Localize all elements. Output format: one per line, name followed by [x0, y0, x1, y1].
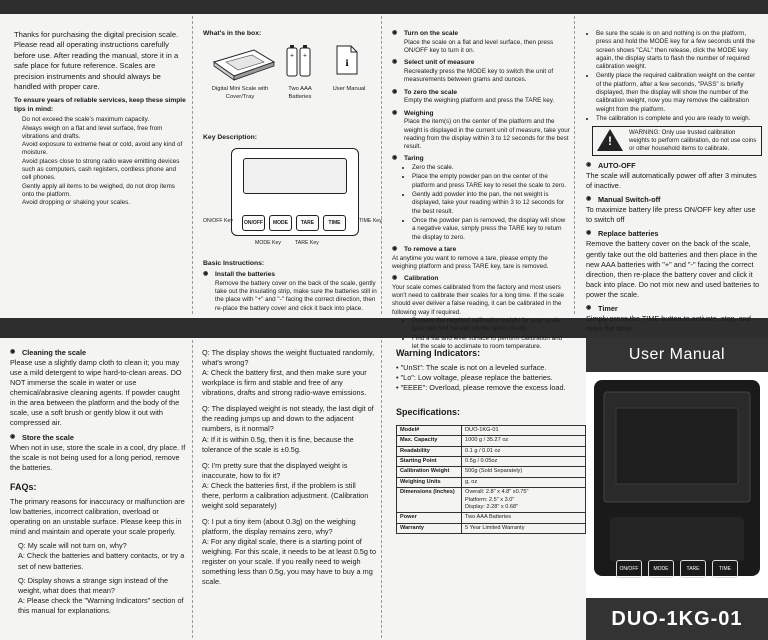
batteries-icon: [285, 44, 313, 78]
calibration-step: • Gently place the required calibration weight on the center of the platform, after a few seconds, "PASS" is briefly displayed, then the display will show the number of the calibration weight, now you may remove the calibration weight from the platform.: [596, 72, 762, 113]
install-title: ◉ Install the batteries: [203, 271, 377, 280]
spec-value: 500g (Sold Separately): [462, 467, 586, 477]
store-text: When not in use, store the scale in a cool, dry place. If the scale is not being used for a long period, remove the batteries.: [10, 442, 186, 472]
cover-title: User Manual: [628, 346, 726, 363]
cover-scale-image: [586, 372, 768, 592]
spec-value: 1000 g / 35.27 oz: [462, 436, 586, 446]
op-text: Place the item(s) on the center of the platform and the weight is displayed in the current unit of measure, take your reading from the display within 3 to 12 seconds for the best result.: [404, 118, 570, 151]
manual-off-title: ◉ Manual Switch-off: [586, 195, 762, 205]
faq-answer: A: Check the batteries first, if the problem is still there, perform a calibration adjustment. (Calibration weight sold separately): [202, 480, 369, 510]
box-title: What's in the box:: [203, 30, 262, 37]
fold-line: [381, 340, 382, 638]
op-title: ◉ To zero the scale: [392, 89, 570, 98]
auto-off-title: ◉ AUTO-OFF: [586, 161, 762, 171]
onoff-key-label: ON/OFF Key: [203, 218, 233, 224]
spec-label: Warranty: [397, 523, 462, 533]
fold-line: [192, 16, 193, 314]
calibration-step: • Find a flat and level surface to perform calibration and let the scale to acclimate to room temperature.: [412, 335, 570, 352]
box-panel: [203, 30, 382, 315]
faqs-title: FAQs:: [10, 481, 37, 492]
cover-model: DUO-1KG-01: [611, 607, 743, 630]
mode-key: MODE: [269, 215, 292, 231]
spec-label: Dimensions (Inches): [397, 488, 462, 513]
faq-answer: A: If it is within 0.5g, then it is fine, because the tolerance of the scale is ±0.5g.: [202, 434, 354, 454]
spec-label: Weighing Units: [397, 477, 462, 487]
auto-off-text: The scale will automatically power off after 3 minutes of inactive.: [586, 171, 757, 191]
faq-question: Q: Display shows a strange sign instead of the weight, what does that mean?: [18, 575, 169, 595]
cleaning-title: ◉ Cleaning the scale: [10, 348, 186, 358]
box-item-scale: Digital Mini Scale with Cover/Tray: [211, 86, 269, 100]
spec-row: [397, 513, 586, 523]
tip-item: Avoid places close to strong radio wave emitting devices such as computers, cash registers, cordless phone and cell phones.: [22, 157, 180, 182]
calibration-step: • Be sure the scale is on and nothing is on the platform, press and hold the MODE key for a few seconds until the screen shows "CAL" then release, click the MODE key again, the display starts to flash the number of required calibration weight.: [596, 30, 762, 71]
spec-value: Two AAA Batteries: [462, 513, 586, 523]
tip-item: Do not exceed the scale's maximum capacity.: [22, 116, 150, 124]
svg-text:ℹ: ℹ: [345, 59, 349, 69]
specs-panel: [396, 348, 576, 638]
tip-item: Gently apply all items to be weighed, do not drop items onto the platform.: [22, 182, 175, 198]
specs-table: [396, 425, 586, 534]
cover-mode-button: MODE: [648, 560, 674, 578]
faq-answer: A: Check the batteries and battery contacts, or try a set of new batteries.: [18, 551, 185, 571]
cover-header: [586, 338, 768, 372]
spec-value: 0.1 g / 0.01 oz: [462, 446, 586, 456]
fold-line: [192, 340, 193, 638]
spec-row: [397, 436, 586, 446]
spec-label: Power: [397, 513, 462, 523]
cover-panel: [586, 338, 768, 640]
calibration-warning-text: WARNING: Only use trusted calibration weights to perform calibration, do not use coins or other household items to calibrate.: [629, 129, 757, 153]
timer-title: ◉ Timer: [586, 304, 762, 314]
svg-text:+: +: [302, 53, 308, 59]
store-title: ◉ Store the scale: [10, 433, 186, 443]
intro-panel: [14, 30, 186, 315]
op-text: Recreatedly press the MODE key to switch the unit of measurements between grams and ounces.: [404, 68, 554, 84]
warning-indicators-title: Warning Indicators:: [396, 348, 481, 358]
faq-question: Q: I put a tiny item (about 0.3g) on the weighing platform, the display remains zero, why?: [202, 516, 356, 536]
spec-label: Readability: [397, 446, 462, 456]
taring-title: ◉ Taring: [392, 155, 570, 164]
tare-key: TARE: [296, 215, 319, 231]
warning-indicator: • "EEEE": Overload, please remove the excess load.: [396, 383, 566, 392]
faqs-intro: The primary reasons for inaccuracy or malfunction are low batteries, incorrect calibration, overload or operating on an unstable surface. Please keep this in mind and maintain and operate your scale properly.: [10, 497, 185, 537]
scale-illustration: [208, 42, 278, 84]
scale-display: [243, 158, 347, 194]
calibration-title: ◉ Calibration: [392, 275, 570, 284]
time-key: TIME: [323, 215, 346, 231]
taring-item: • Place the empty powder pan on the center of the platform and press TARE key to reset the scale to zero.: [412, 173, 570, 190]
install-text: Remove the battery cover on the back of the scale, gently take out the insulating strip, make sure the batteries still in the place with "+" and "-" facing the correct direction, then re-place the battery cover and click it back into place.: [215, 279, 377, 312]
spec-value: DUO-1KG-01: [462, 425, 586, 435]
spec-label: Starting Point: [397, 457, 462, 467]
box-item-manual: User Manual: [332, 86, 366, 92]
calibration-panel: [586, 30, 762, 333]
faq-question: Q: The displayed weight is not steady, the last digit of the reading jumps up and down to the adjacent numbers, is it normal?: [202, 404, 374, 434]
fold-line: [574, 16, 575, 314]
svg-text:+: +: [289, 53, 295, 59]
timer-text: Simply press the TIME button to activate, stop, and reset the timer.: [586, 313, 751, 333]
warning-icon: !: [597, 129, 623, 151]
taring-item: • Gently add powder into the pan, the net weight is displayed, take your reading within 3 to 12 seconds for the best result.: [412, 191, 570, 216]
basic-title: Basic Instructions:: [203, 260, 265, 267]
faq-answer: A: Please check the "Warning Indicators" section of this manual for explanations.: [18, 595, 184, 615]
remove-tare-title: ◉ To remove a tare: [392, 246, 570, 255]
taring-item: • Zero the scale.: [412, 164, 570, 172]
tare-key-label: TARE Key: [295, 240, 319, 246]
spec-row: [397, 425, 586, 435]
spec-label: Model#: [397, 425, 462, 435]
calibration-text: Your scale comes calibrated from the factory and most users won't need to calibrate their scales for a long time. If the scale should ever deliver a false reading, it can be calibrated in the following way if required.: [392, 283, 565, 316]
spec-value: g, oz: [462, 477, 586, 487]
op-text: Empty the weighing platform and press the TARE key.: [404, 97, 555, 105]
manual-icon: [335, 44, 359, 76]
op-title: ◉ Turn on the scale: [392, 30, 570, 39]
spec-row: [397, 457, 586, 467]
spec-row: [397, 488, 586, 513]
calibration-step: • Prepare the required calibration weight for your scale (you can find the info on the specs chart).: [412, 317, 570, 334]
remove-tare-text: At anytime you want to remove a tare, please empty the weighing platform and press TARE key, tare is removed.: [392, 254, 549, 270]
tip-item: Avoid exposure to extreme heat or cold, avoid any kind of moisture.: [22, 141, 183, 157]
cover-tare-button: TARE: [680, 560, 706, 578]
taring-item: • Once the powder pan is removed, the display will show a negative value, simply press the TARE key to return the display to zero.: [412, 217, 570, 242]
spec-row: [397, 467, 586, 477]
operation-panel: [392, 30, 570, 350]
spec-label: Calibration Weight: [397, 467, 462, 477]
time-key-label: TIME Key: [359, 218, 382, 224]
faq-panel-2: [202, 348, 376, 638]
spec-label: Max. Capacity: [397, 436, 462, 446]
cover-footer: [586, 598, 768, 640]
faq-panel: [10, 348, 186, 638]
onoff-key: ON/OFF: [242, 215, 265, 231]
spec-row: [397, 446, 586, 456]
keys-title: Key Description:: [203, 134, 258, 141]
tip-item: Avoid dropping or shaking your scales.: [22, 199, 131, 207]
specs-title: Specifications:: [396, 407, 461, 418]
op-title: ◉ Weighing: [392, 110, 570, 119]
cover-time-button: TIME: [712, 560, 738, 578]
cover-buttons: [616, 560, 738, 578]
mode-key-label: MODE Key: [255, 240, 281, 246]
spec-value: 0.5g / 0.05oz: [462, 457, 586, 467]
spec-value: Overall: 2.8" x 4.8" x0.75" Platform: 2.5" x 3.0" Display: 2.28" x 0.68": [462, 488, 586, 513]
faq-question: Q: I'm pretty sure that the displayed weight is inaccurate, how to fix it?: [202, 460, 348, 480]
calibration-warning: [592, 126, 762, 156]
intro-text: Thanks for purchasing the digital precision scale. Please read all operating instructions carefully before use. After reading the manual, store it in a safe place for future reference. Scales are precision instruments and should always be handled with proper care.: [14, 30, 179, 92]
spec-value: 5 Year Limited Warranty: [462, 523, 586, 533]
op-title: ◉ Select unit of measure: [392, 59, 570, 68]
basic-section: [203, 260, 377, 313]
box-item-batteries: Two AAA Batteries: [288, 86, 312, 100]
warning-indicator: • "UnSt": The scale is not on a leveled surface.: [396, 362, 547, 372]
cleaning-text: Please use a slightly damp cloth to clean it; you may use a mild detergent to wipe hard-to-clean areas. DO NOT immerse the scale in water or use chemical/abrasive cleaning agents. If powder caught in the area between the platform and the body of the scale, use a soft brush or gently blow it out with compressed air.: [10, 358, 182, 428]
faq-question: Q: The display shows the weight fluctuated randomly, what's wrong?: [202, 348, 375, 368]
faq-answer: A: Check the battery first, and then make sure your workplace is firm and stable and free of any vibrations, drafts and strong radio-wave emissions.: [202, 368, 367, 398]
manual-off-text: To maximize battery life press ON/OFF key after use to switch off: [586, 205, 756, 225]
top-band: [0, 0, 768, 14]
cover-onoff-button: ON/OFF: [616, 560, 642, 578]
op-text: Place the scale on a flat and level surface, then press ON/OFF key to turn it on.: [404, 38, 554, 54]
tip-item: Always weigh on a flat and level surface, free from vibrations and drafts.: [22, 124, 163, 140]
replace-text: Remove the battery cover on the back of the scale, gently take out the old batteries and then place in the new AAA batteries with "+" and "-" facing the correct direction, then re-place the battery cover and click it back into place. Do not mix new and used batteries to power the scale.: [586, 239, 760, 299]
spec-row: [397, 477, 586, 487]
faq-question: Q: My scale will not turn on, why?: [18, 541, 127, 551]
replace-title: ◉ Replace batteries: [586, 229, 762, 239]
warning-indicator: • "Lo": Low voltage, please replace the batteries.: [396, 372, 553, 382]
fold-line: [381, 16, 382, 314]
spec-row: [397, 523, 586, 533]
calibration-step: • The calibration is complete and you are ready to weigh.: [596, 115, 762, 123]
faq-answer: A: For any digital scale, there is a starting point of weighing. For this scale, it needs to be at least 0.5g to register on your scale. If you really need to weigh something less than 0.5g, you may have to buy a mg scale.: [202, 537, 377, 587]
tips-title: To ensure years of reliable services, keep these simple tips in mind:: [14, 96, 186, 113]
